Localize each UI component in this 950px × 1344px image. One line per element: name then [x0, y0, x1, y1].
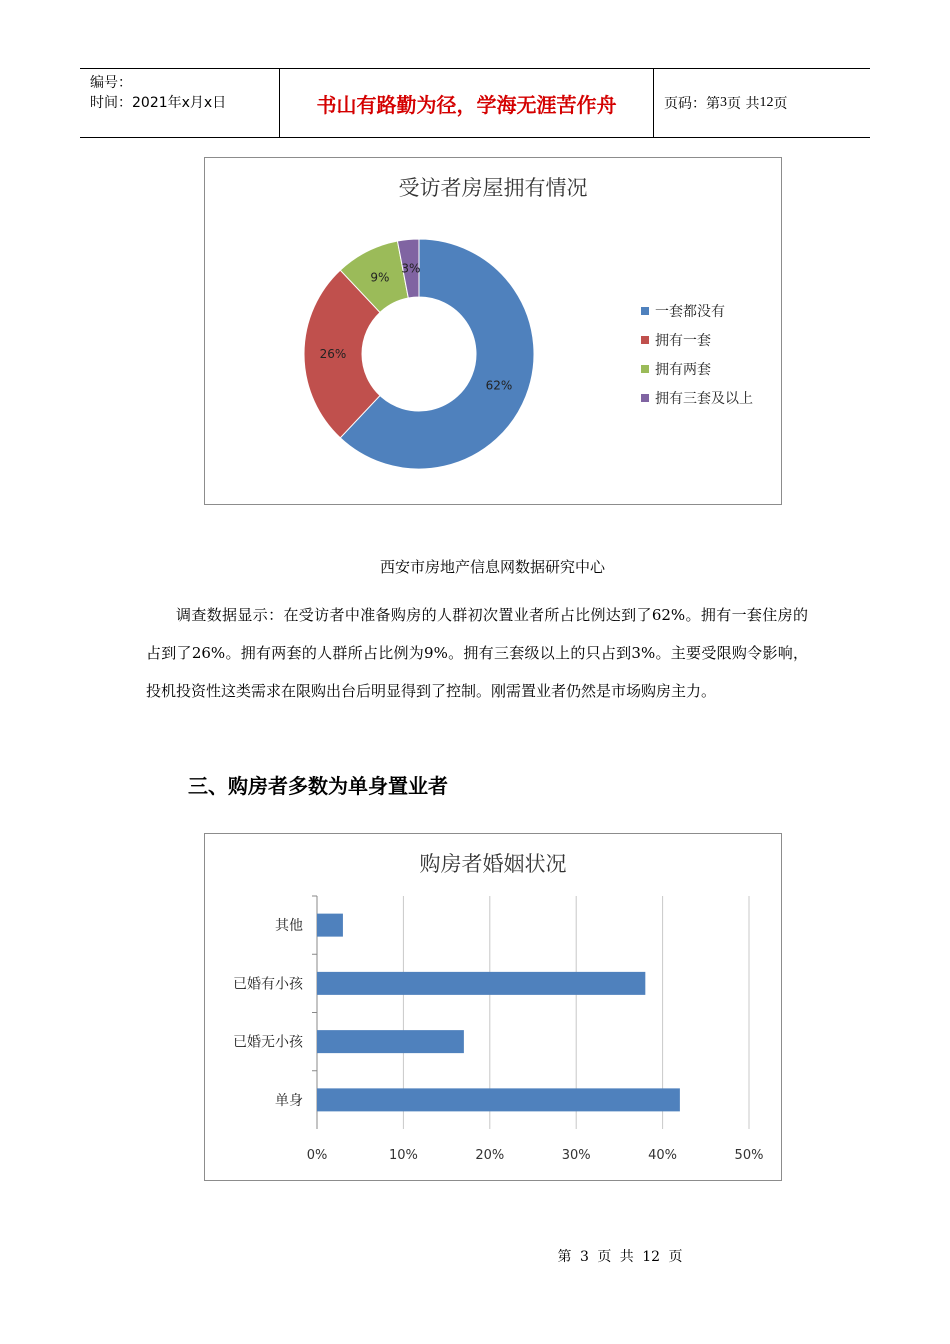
legend-item [641, 325, 753, 354]
legend-label: 拥有一套 [655, 332, 711, 349]
donut-chart-legend [641, 296, 753, 412]
donut-slice-label: 26% [319, 347, 347, 361]
y-category-label: 其他 [275, 918, 303, 935]
footer-page-num: 3 [579, 1249, 589, 1265]
legend-swatch [641, 365, 649, 373]
legend-item [641, 296, 753, 325]
donut-slice-label: 62% [485, 378, 513, 393]
bar-chart-title: 购房者婚姻状况 [419, 852, 567, 876]
x-tick-label: 0% [306, 1148, 328, 1163]
bar [317, 1030, 464, 1053]
legend-label: 拥有三套及以上 [655, 390, 753, 407]
legend-label: 一套都没有 [655, 303, 725, 320]
doc-number-label: 编号： [90, 75, 132, 91]
page-footer [0, 1246, 950, 1266]
footer-suffix: 页 [668, 1249, 683, 1265]
header-motto: 书山有路勤为径，学海无涯苦作舟 [316, 92, 617, 117]
donut-slice-label: 3% [401, 261, 421, 276]
page-header [80, 68, 870, 138]
legend-item [641, 383, 753, 412]
donut-chart [204, 157, 782, 505]
chart-source-caption: 西安市房地产信息网数据研究中心 [379, 558, 605, 576]
x-tick-label: 30% [561, 1148, 591, 1163]
bar [317, 914, 343, 937]
doc-date-label: 时间：2021年x月x日 [90, 95, 227, 111]
legend-label: 拥有两套 [655, 361, 711, 378]
header-page-suffix: 页 [773, 96, 788, 112]
donut-slice-label: 9% [370, 270, 390, 285]
y-category-label: 已婚有小孩 [233, 976, 303, 993]
footer-total: 12 [642, 1249, 661, 1265]
header-page-info [654, 69, 870, 137]
header-page-mid: 页 共 [727, 96, 760, 112]
x-tick-label: 10% [388, 1148, 418, 1163]
header-page-num: 3 [720, 95, 727, 110]
bar-chart-plot [205, 834, 781, 1180]
bar-chart [204, 833, 782, 1181]
section-heading: 三、购房者多数为单身置业者 [188, 774, 448, 798]
x-tick-label: 40% [648, 1148, 678, 1163]
legend-item [641, 354, 753, 383]
footer-prefix: 第 [557, 1249, 572, 1265]
body-paragraph: 调查数据显示：在受访者中准备购房的人群初次置业者所占比例达到了62%。拥有一套住房的占到了26%。拥有两套的人群所占比例为9%。拥有三套级以上的只占到3%。主要受限购令影响，投机投资性这类需求在限购出台后明显得到了控制。刚需置业者仍然是市场购房主力。 [146, 606, 808, 700]
donut-chart-title: 受访者房屋拥有情况 [398, 176, 588, 200]
y-category-label: 已婚无小孩 [233, 1034, 303, 1051]
y-category-label: 单身 [275, 1092, 303, 1109]
bar [317, 972, 645, 995]
header-meta [80, 69, 280, 137]
legend-swatch [641, 307, 649, 315]
header-motto-cell [280, 69, 654, 137]
x-tick-label: 20% [475, 1148, 505, 1163]
header-page-total: 12 [759, 95, 774, 110]
header-page-prefix: 页码：第 [664, 96, 720, 112]
bar [317, 1088, 680, 1111]
footer-mid: 页 共 [597, 1249, 634, 1265]
legend-swatch [641, 394, 649, 402]
legend-swatch [641, 336, 649, 344]
x-tick-label: 50% [734, 1148, 764, 1163]
